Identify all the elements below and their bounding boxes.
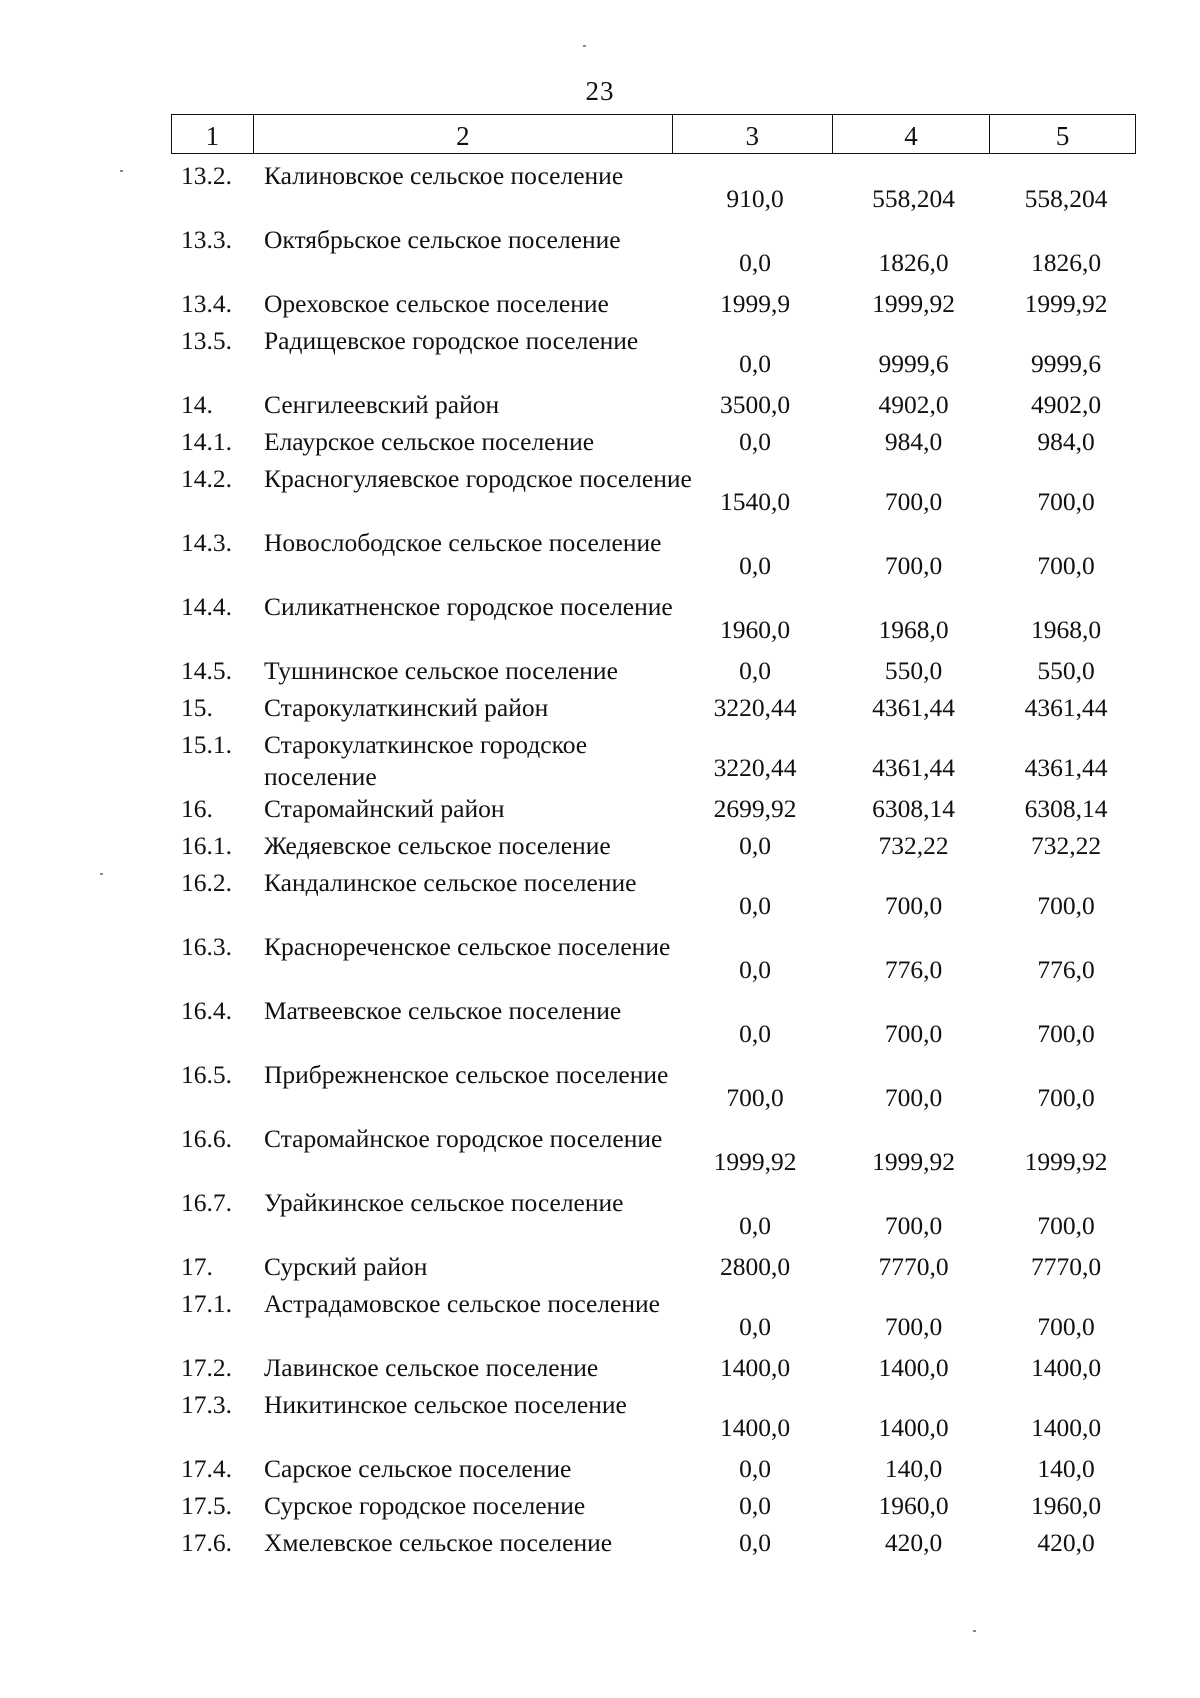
row-name: Старокулаткинское городское поселение <box>264 730 588 791</box>
row-name: Тушнинское сельское поселение <box>264 656 618 685</box>
table-row <box>0 867 1200 931</box>
value-col-3: 2699,92 <box>713 794 797 823</box>
table-row <box>0 288 1200 325</box>
row-number: 17.2. <box>181 1353 232 1382</box>
row-number: 16.4. <box>181 996 232 1025</box>
header-col-2: 2 <box>254 115 673 153</box>
value-col-4: 700,0 <box>884 1211 943 1240</box>
table-header <box>171 114 1136 154</box>
value-col-3: 700,0 <box>726 1083 784 1112</box>
row-name: Сурское городское поселение <box>264 1491 586 1520</box>
table-row <box>0 1453 1200 1490</box>
row-number: 14.5. <box>181 656 232 685</box>
value-col-3: 0,0 <box>739 427 771 456</box>
row-number: 13.4. <box>181 289 232 318</box>
header-col-4: 4 <box>833 115 991 153</box>
table-row <box>0 1389 1200 1453</box>
value-col-5: 700,0 <box>1037 551 1095 580</box>
scan-speck <box>100 873 103 875</box>
value-col-3: 1999,9 <box>719 289 791 318</box>
row-number: 16.2. <box>181 868 232 897</box>
value-col-4: 9999,6 <box>878 349 949 378</box>
value-col-3: 1400,0 <box>719 1413 791 1442</box>
value-col-3: 0,0 <box>739 248 771 277</box>
header-col-3: 3 <box>673 115 833 153</box>
table-row <box>0 995 1200 1059</box>
value-col-5: 1960,0 <box>1030 1491 1102 1520</box>
value-col-3: 0,0 <box>739 891 771 920</box>
value-col-5: 140,0 <box>1037 1454 1095 1483</box>
row-number: 14.1. <box>181 427 232 456</box>
value-col-5: 700,0 <box>1037 1312 1095 1341</box>
row-name: Елаурское сельское поселение <box>264 427 595 456</box>
value-col-4: 4361,44 <box>872 753 955 782</box>
value-col-4: 1400,0 <box>878 1413 949 1442</box>
row-name: Никитинское сельское поселение <box>264 1390 627 1419</box>
value-col-4: 420,0 <box>884 1528 943 1557</box>
row-name: Жедяевское сельское поселение <box>264 831 611 860</box>
value-col-5: 7770,0 <box>1030 1252 1102 1281</box>
table-row <box>0 692 1200 729</box>
row-number: 13.2. <box>181 161 232 190</box>
table-row <box>0 1352 1200 1389</box>
value-col-3: 0,0 <box>739 1211 771 1240</box>
row-name: Сарское сельское поселение <box>264 1454 572 1483</box>
table-row <box>0 830 1200 867</box>
value-col-4: 700,0 <box>884 551 943 580</box>
value-col-3: 2800,0 <box>719 1252 791 1281</box>
table-row <box>0 224 1200 288</box>
row-number: 14.3. <box>181 528 232 557</box>
value-col-4: 732,22 <box>878 831 949 860</box>
value-col-4: 1999,92 <box>872 289 955 318</box>
value-col-3: 3220,44 <box>713 753 797 782</box>
table-row <box>0 591 1200 655</box>
row-number: 17. <box>181 1252 213 1281</box>
scan-speck <box>120 170 123 172</box>
row-number: 16.3. <box>181 932 232 961</box>
value-col-5: 1400,0 <box>1030 1353 1102 1382</box>
value-col-3: 0,0 <box>739 551 771 580</box>
row-number: 17.4. <box>181 1454 232 1483</box>
value-col-4: 550,0 <box>884 656 943 685</box>
value-col-5: 550,0 <box>1037 656 1095 685</box>
value-col-3: 0,0 <box>739 1491 771 1520</box>
value-col-5: 9999,6 <box>1030 349 1102 378</box>
value-col-5: 700,0 <box>1037 1019 1095 1048</box>
row-name: Ореховское сельское поселение <box>264 289 609 318</box>
table-row <box>0 655 1200 692</box>
row-name: Кандалинское сельское поселение <box>264 868 637 897</box>
value-col-5: 4902,0 <box>1030 390 1102 419</box>
row-name: Калиновское сельское поселение <box>264 161 624 190</box>
row-name: Матвеевское сельское поселение <box>264 996 622 1025</box>
row-name: Астрадамовское сельское поселение <box>264 1289 660 1318</box>
value-col-4: 7770,0 <box>878 1252 949 1281</box>
row-number: 15. <box>181 693 213 722</box>
row-name: Сенгилеевский район <box>264 390 500 419</box>
row-number: 16.6. <box>181 1124 232 1153</box>
header-col-5: 5 <box>1055 120 1070 151</box>
table-row <box>0 729 1200 793</box>
row-number: 16.7. <box>181 1188 232 1217</box>
row-number: 13.3. <box>181 225 232 254</box>
table-row <box>0 1251 1200 1288</box>
row-name: Красногуляевское городское поселение <box>264 464 692 493</box>
row-name: Новослободское сельское поселение <box>264 528 662 557</box>
row-number: 16. <box>181 794 213 823</box>
page-number: 23 <box>585 76 615 106</box>
value-col-3: 1960,0 <box>719 615 791 644</box>
row-number: 17.3. <box>181 1390 232 1419</box>
value-col-3: 0,0 <box>739 1454 771 1483</box>
row-name: Октябрьское сельское поселение <box>264 225 621 254</box>
row-name: Радищевское городское поселение <box>264 326 639 355</box>
value-col-5: 1968,0 <box>1030 615 1102 644</box>
row-name: Старокулаткинский район <box>264 693 549 722</box>
value-col-3: 0,0 <box>739 349 771 378</box>
table-row <box>0 1059 1200 1123</box>
value-col-5: 4361,44 <box>1024 693 1108 722</box>
value-col-3: 0,0 <box>739 831 771 860</box>
value-col-5: 732,22 <box>1030 831 1102 860</box>
table-row <box>0 1527 1200 1564</box>
value-col-5: 1400,0 <box>1030 1413 1102 1442</box>
value-col-4: 140,0 <box>884 1454 943 1483</box>
table-row <box>0 426 1200 463</box>
value-col-5: 700,0 <box>1037 1083 1095 1112</box>
table-row <box>0 1288 1200 1352</box>
value-col-3: 0,0 <box>739 1019 771 1048</box>
row-number: 16.1. <box>181 831 232 860</box>
header-col-1: 1 <box>172 115 254 153</box>
value-col-5: 4361,44 <box>1024 753 1108 782</box>
scan-speck <box>973 1630 976 1632</box>
value-col-3: 910,0 <box>726 184 784 213</box>
value-col-5: 1826,0 <box>1030 248 1102 277</box>
value-col-4: 776,0 <box>884 955 943 984</box>
value-col-4: 984,0 <box>884 427 943 456</box>
value-col-3: 0,0 <box>739 1528 771 1557</box>
value-col-5: 984,0 <box>1037 427 1095 456</box>
row-number: 13.5. <box>181 326 232 355</box>
row-name: Силикатненское городское поселение <box>264 592 673 621</box>
table-row <box>0 325 1200 389</box>
table-row <box>0 1187 1200 1251</box>
row-name: Старомайнский район <box>264 794 505 823</box>
value-col-4: 558,204 <box>872 184 955 213</box>
value-col-5: 1999,92 <box>1024 1147 1108 1176</box>
row-name: Хмелевское сельское поселение <box>264 1528 613 1557</box>
value-col-4: 700,0 <box>884 1019 943 1048</box>
value-col-4: 700,0 <box>884 487 943 516</box>
row-number: 17.1. <box>181 1289 232 1318</box>
value-col-4: 1400,0 <box>878 1353 949 1382</box>
row-name: Лавинское сельское поселение <box>264 1353 599 1382</box>
scan-speck <box>583 45 586 47</box>
table-body <box>0 160 1200 1564</box>
value-col-3: 1540,0 <box>719 487 791 516</box>
table-row <box>0 1490 1200 1527</box>
row-name: Старомайнское городское поселение <box>264 1124 663 1153</box>
value-col-4: 1999,92 <box>872 1147 955 1176</box>
row-number: 17.5. <box>181 1491 232 1520</box>
row-name: Урайкинское сельское поселение <box>264 1188 624 1217</box>
row-name: Прибрежненское сельское поселение <box>264 1060 669 1089</box>
row-number: 14.4. <box>181 592 232 621</box>
row-number: 14.2. <box>181 464 232 493</box>
row-name: Краснореченское сельское поселение <box>264 932 671 961</box>
row-name: Сурский район <box>264 1252 428 1281</box>
value-col-3: 0,0 <box>739 955 771 984</box>
table-row <box>0 160 1200 224</box>
value-col-4: 1826,0 <box>878 248 949 277</box>
row-number: 17.6. <box>181 1528 232 1557</box>
value-col-5: 700,0 <box>1037 891 1095 920</box>
table-row <box>0 793 1200 830</box>
value-col-5: 1999,92 <box>1024 289 1108 318</box>
table-row <box>0 931 1200 995</box>
value-col-5: 700,0 <box>1037 487 1095 516</box>
value-col-3: 3500,0 <box>719 390 791 419</box>
value-col-3: 0,0 <box>739 1312 771 1341</box>
value-col-4: 1968,0 <box>878 615 949 644</box>
value-col-5: 776,0 <box>1037 955 1095 984</box>
row-number: 15.1. <box>181 730 232 759</box>
table-row <box>0 527 1200 591</box>
value-col-3: 3220,44 <box>713 693 797 722</box>
table-row <box>0 1123 1200 1187</box>
value-col-4: 4361,44 <box>872 693 955 722</box>
value-col-4: 6308,14 <box>872 794 955 823</box>
value-col-4: 700,0 <box>884 1083 943 1112</box>
row-number: 14. <box>181 390 213 419</box>
value-col-3: 1999,92 <box>713 1147 797 1176</box>
value-col-3: 1400,0 <box>719 1353 791 1382</box>
value-col-5: 558,204 <box>1024 184 1108 213</box>
row-number: 16.5. <box>181 1060 232 1089</box>
table-row <box>0 463 1200 527</box>
value-col-4: 700,0 <box>884 891 943 920</box>
value-col-3: 0,0 <box>739 656 771 685</box>
value-col-4: 4902,0 <box>878 390 949 419</box>
value-col-4: 1960,0 <box>878 1491 949 1520</box>
value-col-5: 420,0 <box>1037 1528 1095 1557</box>
value-col-5: 700,0 <box>1037 1211 1095 1240</box>
value-col-5: 6308,14 <box>1024 794 1108 823</box>
table-row <box>0 389 1200 426</box>
value-col-4: 700,0 <box>884 1312 943 1341</box>
